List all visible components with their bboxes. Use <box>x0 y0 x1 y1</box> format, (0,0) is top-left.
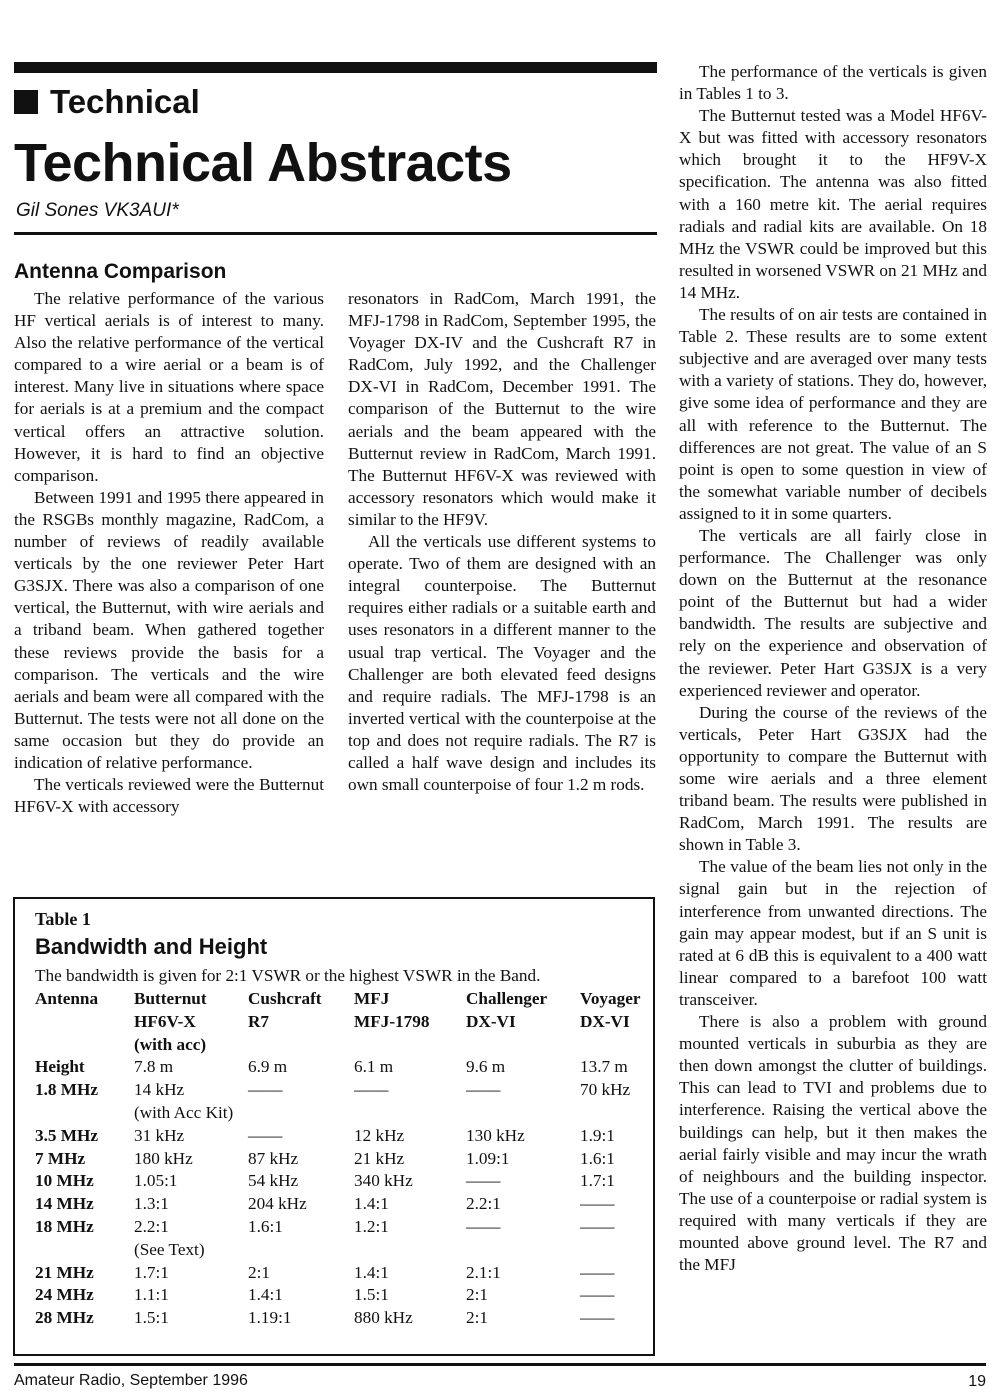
table-cell: 340 kHz <box>354 1171 413 1191</box>
row-label: 28 MHz <box>35 1308 94 1328</box>
table-cell: 1.4:1 <box>248 1285 283 1305</box>
table-cell: Butternut <box>134 989 207 1008</box>
table-cell: —— <box>580 1308 615 1328</box>
table-cell: —— <box>466 1216 501 1236</box>
table-cell: 2:1 <box>466 1308 488 1328</box>
table-cell: 130 kHz <box>466 1125 525 1145</box>
paragraph: The verticals reviewed were the Butternut HF6V-X with accessory <box>14 775 324 817</box>
table-cell: 14 kHz <box>134 1080 185 1100</box>
section-label: Technical <box>50 83 200 120</box>
column-2 <box>348 288 656 796</box>
table-row <box>35 1170 651 1193</box>
table-cell: (with Acc Kit) <box>134 1102 234 1122</box>
table-cell: —— <box>580 1285 615 1305</box>
table-cell: 1.6:1 <box>248 1216 283 1236</box>
row-label: 10 MHz <box>35 1171 94 1191</box>
table-cell: 70 kHz <box>580 1080 631 1100</box>
table-cell: 21 kHz <box>354 1148 405 1168</box>
table-cell: 2:1 <box>248 1262 270 1282</box>
table-cell: —— <box>248 1125 283 1145</box>
table-cell: 1.09:1 <box>466 1148 510 1168</box>
table-cell: MFJ-1798 <box>354 1011 430 1031</box>
table-cell: 1.9:1 <box>580 1125 615 1145</box>
table-cell: —— <box>580 1262 615 1282</box>
table-row <box>35 1216 651 1239</box>
paragraph: Between 1991 and 1995 there appeared in the RSGBs monthly magazine, RadCom, a number of reviews of readily available verticals by the one reviewer Peter Hart G3SJX. There was also a comparison of one vertical, the Butternut, with wire aerials and a triband beam. When gathered together these reviews provide the basis for a comparison. The verticals and the wire aerials and beam were all compared with the Butternut. The tests were not all done on the same occasion but they do provide an indication of relative performance. <box>14 487 324 772</box>
byline: Gil Sones VK3AUI* <box>16 200 179 221</box>
table-row <box>35 1284 651 1307</box>
table-cell: 13.7 m <box>580 1057 628 1077</box>
table-cell: 1.1:1 <box>134 1285 169 1305</box>
row-label: 18 MHz <box>35 1216 94 1236</box>
row-label: Height <box>35 1057 85 1077</box>
table-cell: 2.2:1 <box>466 1194 501 1214</box>
paragraph: resonators in RadCom, March 1991, the MFJ-1798 in RadCom, September 1995, the Voyager DX-IV and the Cushcraft R7 in RadCom, July 1992, and the Challenger DX-VI in RadCom, December 1991. The comparison of the Butternut to the wire aerials and the beam appeared with the Butternut review in RadCom, March 1991. The Butternut HF6V-X was reviewed with accessory resonators which would make it similar to the HF9V. <box>348 289 656 529</box>
table-row <box>35 1056 651 1079</box>
table-cell: 1.05:1 <box>134 1171 178 1191</box>
row-label: 14 MHz <box>35 1194 94 1214</box>
row-label: 24 MHz <box>35 1285 94 1305</box>
title-rule <box>14 232 657 235</box>
table-cell: Challenger <box>466 989 548 1008</box>
table-cell: (See Text) <box>134 1239 205 1259</box>
table-cell: (with acc) <box>134 1034 207 1054</box>
table-title: Bandwidth and Height <box>35 934 268 959</box>
table-1-box <box>13 897 655 1356</box>
section-heading <box>14 80 200 124</box>
table-cell: 1.4:1 <box>354 1262 389 1282</box>
table-cell: 180 kHz <box>134 1148 193 1168</box>
table-cell: 2.2:1 <box>134 1216 169 1236</box>
table-cell: HF6V-X <box>134 1011 196 1031</box>
row-label: 3.5 MHz <box>35 1125 99 1145</box>
paragraph: The results of on air tests are contained in Table 2. These results are to some extent subjective and are averaged over many tests with a variety of stations. They do, however, give some idea of performance and they are all with reference to the Butternut. The differences are not great. The value of an S point is open to some question in view of the somewhat variable number of decibels assigned to it in some quarters. <box>679 305 987 523</box>
paragraph: There is also a problem with ground mounted verticals in suburbia as they are then down amongst the clutter of buildings. This can lead to TVI and problems due to interference. Raising the vertical above the buildings can help, but it then makes the aerial fairly visible and may incur the wrath of neighbours and the building inspector. The use of a counterpoise or radial system is required with many verticals if they are mounted above ground level. The R7 and the MFJ <box>679 1012 987 1275</box>
paragraph: The performance of the verticals is given in Tables 1 to 3. <box>679 62 987 104</box>
table-cell: 1.6:1 <box>580 1148 615 1168</box>
paragraph: All the verticals use different systems to operate. Two of them are designed with an integral counterpoise. The Butternut requires either radials or a suitable earth and uses resonators in a different manner to the usual trap vertical. The Voyager and the Challenger are both elevated feed designs and require radials. The MFJ-1798 is an inverted vertical with the counterpoise at the top and does not require radials. The R7 is called a half wave design and includes its own small counterpoise of four 1.2 m rods. <box>348 532 656 795</box>
row-label: 7 MHz <box>35 1148 86 1168</box>
page-number: 19 <box>968 1373 986 1390</box>
table-cell: Cushcraft <box>248 989 322 1008</box>
table-cell: Voyager <box>580 989 641 1008</box>
page-title: Technical Abstracts <box>14 133 512 193</box>
article-subheading: Antenna Comparison <box>14 260 227 283</box>
paragraph: The Butternut tested was a Model HF6V-X but was fitted with accessory resonators which brought it to the HF9V-X specification. The antenna was also fitted with a 160 metre kit. The aerial requires radials and radial kits are available. On 18 MHz the VSWR could be improved but this resulted in worsened VSWR on 21 MHz and 14 MHz. <box>679 106 987 302</box>
table-cell: 1.19:1 <box>248 1308 292 1328</box>
paragraph: The value of the beam lies not only in the signal gain but in the rejection of interference from unwanted directions. The gain may appear modest, but if an S unit is rated at 6 dB this is equivalent to a 400 watt linear compared to a barefoot 100 watt transceiver. <box>679 857 987 1009</box>
table-cell: 6.1 m <box>354 1057 394 1077</box>
table-cell: 9.6 m <box>466 1057 506 1077</box>
table-row <box>35 988 651 1011</box>
table-cell: 1.5:1 <box>134 1308 169 1328</box>
column-3 <box>679 61 987 1276</box>
table-cell: DX-VI <box>466 1011 516 1031</box>
table-row <box>35 1193 651 1216</box>
row-label: 1.8 MHz <box>35 1080 99 1100</box>
table-row <box>35 1307 651 1330</box>
table-cell: DX-VI <box>580 1011 630 1031</box>
table-row <box>35 1148 651 1171</box>
table-row <box>35 1011 651 1034</box>
table-cell: 2:1 <box>466 1285 488 1305</box>
table-caption: The bandwidth is given for 2:1 VSWR or the highest VSWR in the Band. <box>35 966 541 985</box>
table-cell: 54 kHz <box>248 1171 299 1191</box>
table-row <box>35 1034 651 1057</box>
paragraph: During the course of the reviews of the verticals, Peter Hart G3SJX had the opportunity to compare the Butternut with some wire aerials and a three element triband beam. The results were published in RadCom, March 1991. The results are shown in Table 3. <box>679 702 987 855</box>
bandwidth-table <box>35 988 651 1330</box>
square-bullet-icon <box>14 90 38 114</box>
table-cell: 2.1:1 <box>466 1262 501 1282</box>
table-cell: —— <box>580 1194 615 1214</box>
table-row <box>35 1125 651 1148</box>
table-row <box>35 1239 651 1262</box>
table-label: Table 1 <box>35 909 91 929</box>
table-cell: MFJ <box>354 989 390 1008</box>
table-cell: 1.7:1 <box>134 1262 169 1282</box>
table-cell: 1.4:1 <box>354 1194 389 1214</box>
footer-publication: Amateur Radio, September 1996 <box>14 1372 248 1389</box>
paragraph: The verticals are all fairly close in performance. The Challenger was only down on the Butternut at the resonance point of the Butternut but had a wider bandwidth. The results are subjective and rely on the experience and observation of the reviewer. Peter Hart G3SJX is a very experienced reviewer and operator. <box>679 525 987 700</box>
table-cell: 7.8 m <box>134 1057 174 1077</box>
table-cell: 1.3:1 <box>134 1194 169 1214</box>
table-cell: 1.5:1 <box>354 1285 389 1305</box>
table-cell: 6.9 m <box>248 1057 288 1077</box>
table-row <box>35 1102 651 1125</box>
table-cell: 1.7:1 <box>580 1171 615 1191</box>
table-cell: 1.2:1 <box>354 1216 389 1236</box>
row-label: Antenna <box>35 989 99 1008</box>
table-cell: —— <box>248 1080 283 1100</box>
table-cell: 880 kHz <box>354 1308 413 1328</box>
footer-rule <box>14 1363 986 1366</box>
table-cell: —— <box>354 1080 389 1100</box>
table-row <box>35 1262 651 1285</box>
table-cell: 12 kHz <box>354 1125 405 1145</box>
table-cell: —— <box>466 1080 501 1100</box>
row-label: 21 MHz <box>35 1262 94 1282</box>
table-cell: R7 <box>248 1011 270 1031</box>
table-row <box>35 1079 651 1102</box>
table-cell: 204 kHz <box>248 1194 307 1214</box>
table-cell: 87 kHz <box>248 1148 299 1168</box>
top-rule <box>14 62 657 73</box>
table-cell: 31 kHz <box>134 1125 185 1145</box>
table-cell: —— <box>580 1216 615 1236</box>
column-1 <box>14 288 324 818</box>
paragraph: The relative performance of the various HF vertical aerials is of interest to many. Also the relative performance of the vertical compared to a wire aerial or a beam is of interest. Many live in situations where space for aerials is at a premium and the compact vertical offers an attractive solution. However, it is hard to find an objective comparison. <box>14 289 324 485</box>
table-cell: —— <box>466 1171 501 1191</box>
